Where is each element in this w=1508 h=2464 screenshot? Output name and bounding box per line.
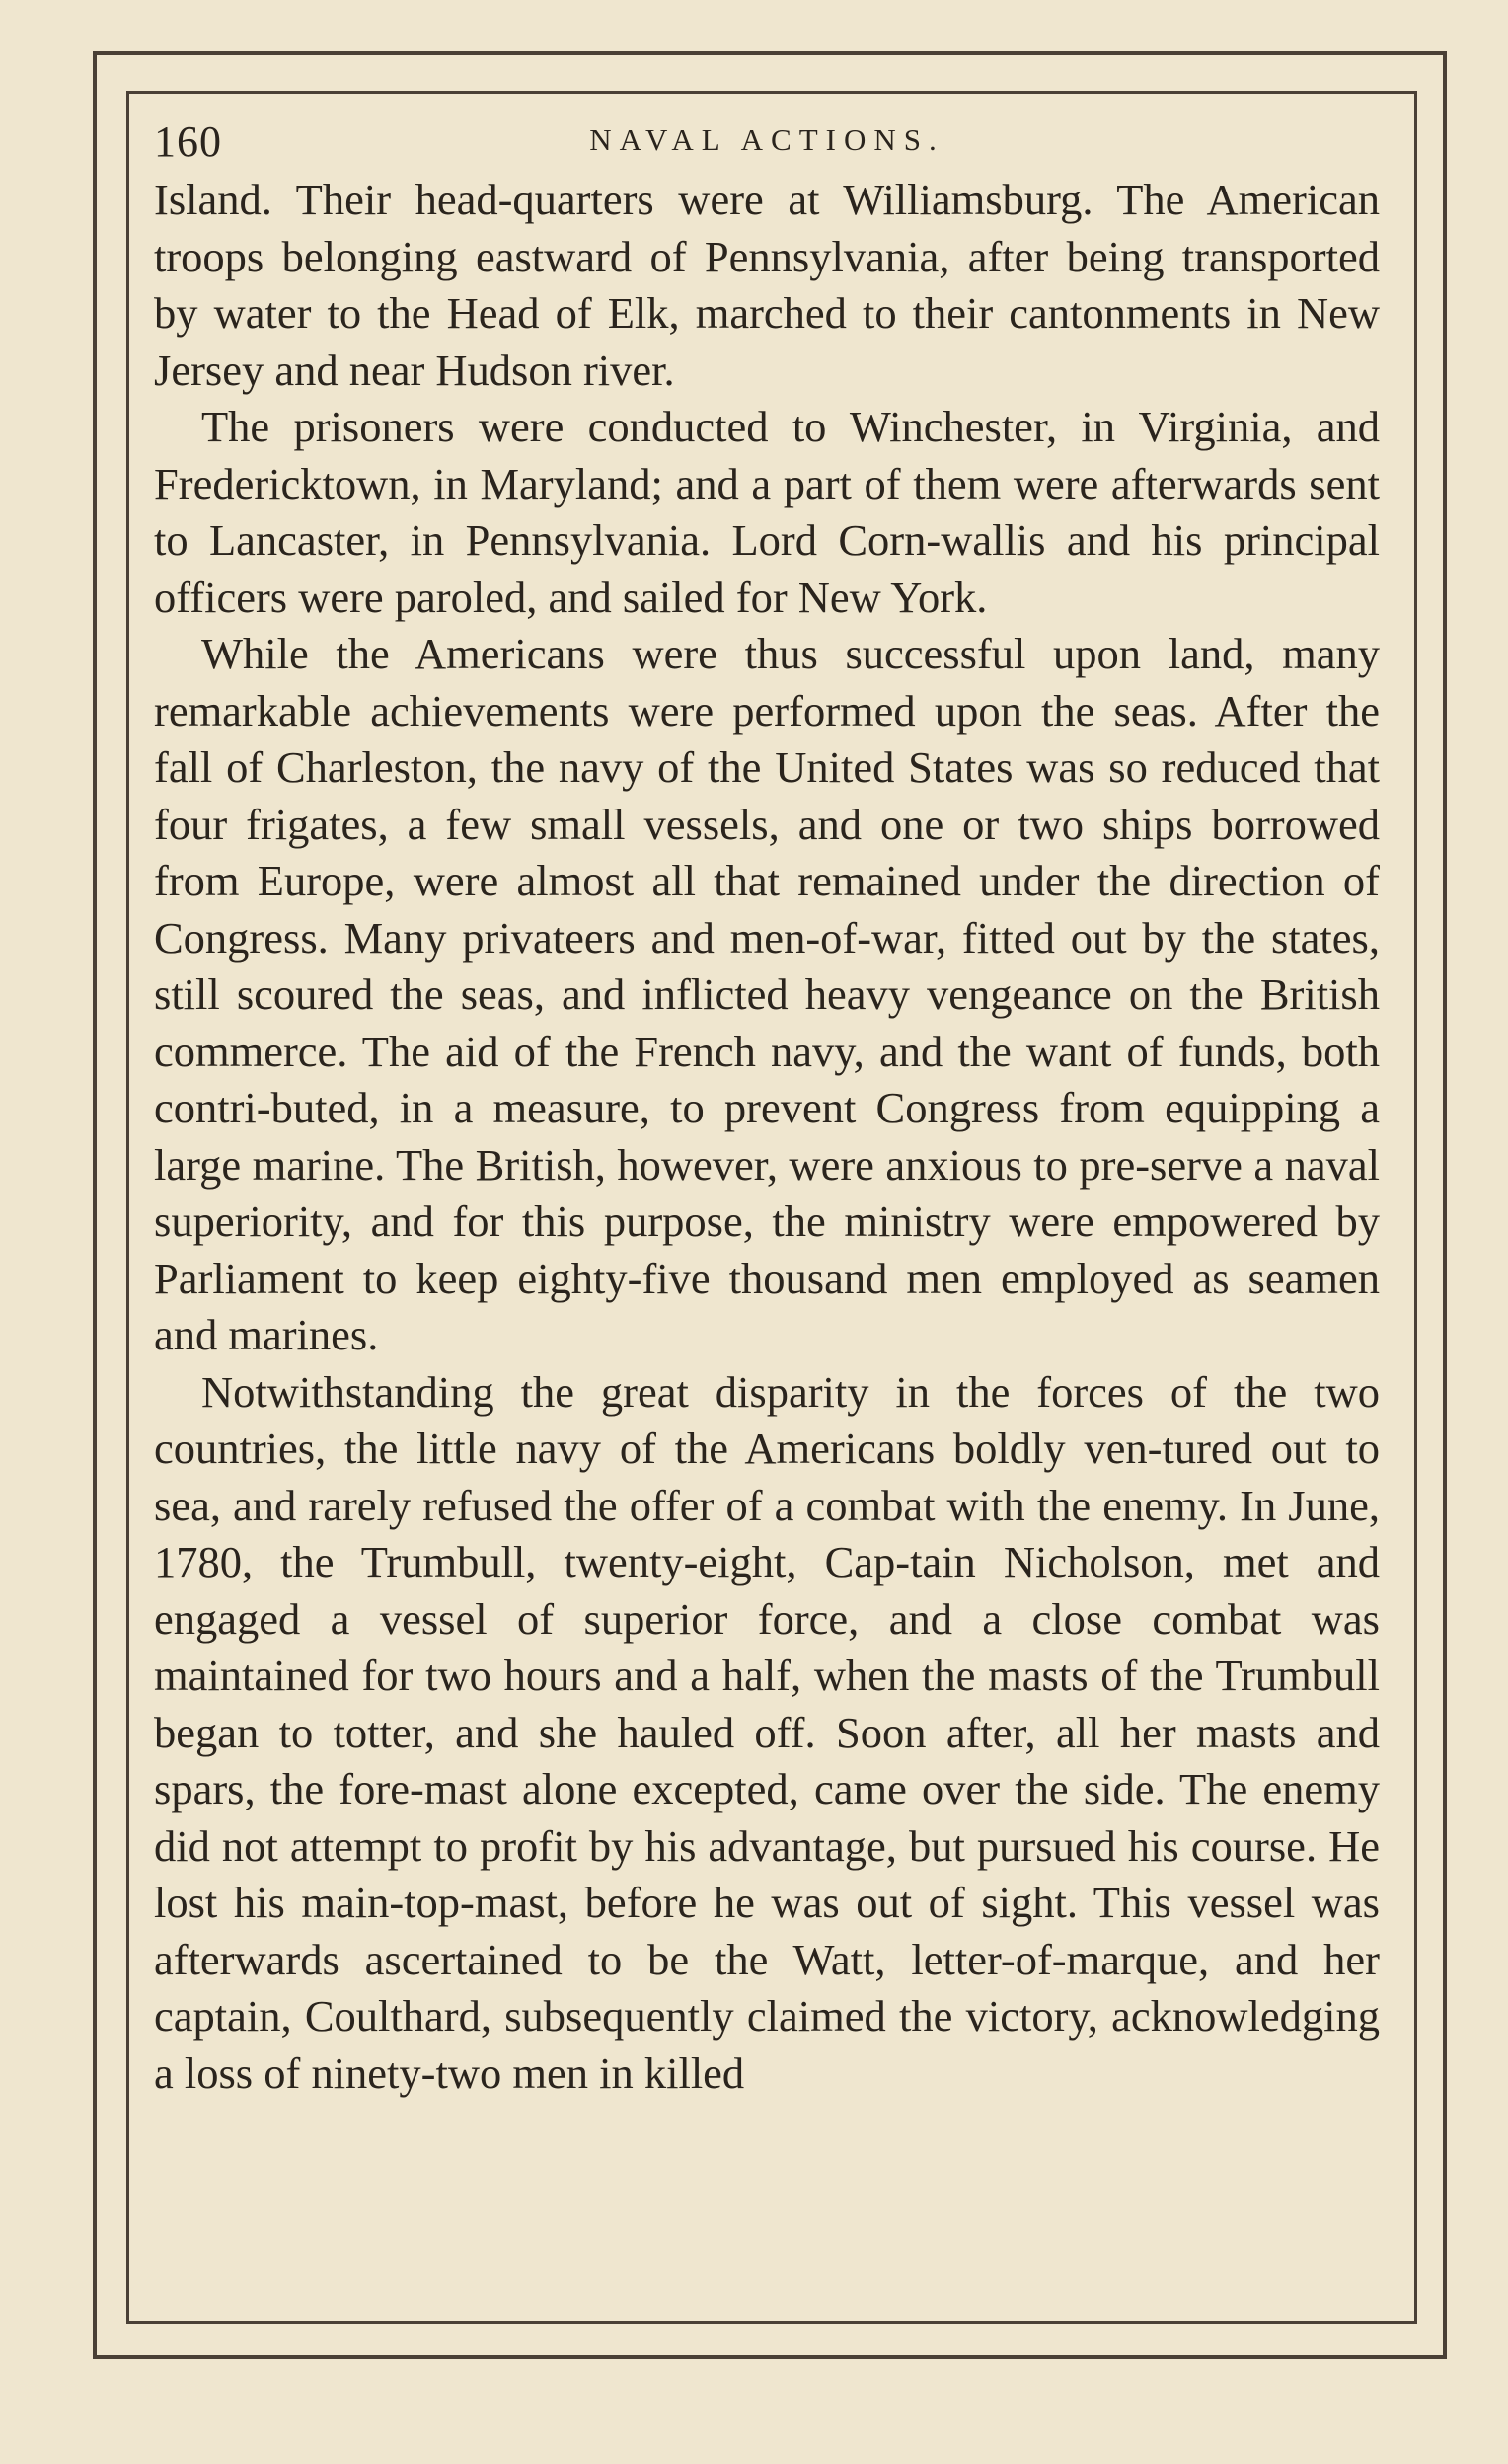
running-head [154,111,1380,172]
paragraph-1: Island. Their head-quarters were at Williamsburg. The American troops belonging eastward of Pennsylvania, after being transported by water to the Head of Elk, marched to their cantonments in New Jersey and near Hudson river. [154,175,1380,395]
paragraph-4: Notwithstanding the great disparity in the forces of the two countries, the little navy of the Americans boldly ven-tured out to sea, and rarely refused the offer of a combat with the enemy. In June, 1780, the Trumbull, twenty-eight, Cap-tain Nicholson, met and engaged a vessel of superior force, and a close combat was maintained for two hours and a half, when the masts of the Trumbull began to totter, and she hauled off. Soon after, all her masts and spars, the fore-mast alone excepted, came over the side. The enemy did not attempt to profit by his advantage, but pursued his course. He lost his main-top-mast, before he was out of sight. This vessel was afterwards ascertained to be the Watt, letter-of-marque, and her captain, Coulthard, subsequently claimed the victory, acknowledging a loss of ninety-two men in killed [154,1366,1380,2098]
paragraph-2: The prisoners were conducted to Winchester, in Virginia, and Fredericktown, in Maryland; and a part of them were afterwards sent to Lancaster, in Pennsylvania. Lord Corn-wallis and his principal officers were paroled, and sailed for New York. [154,402,1380,622]
paragraph-3: While the Americans were thus successful upon land, many remarkable achievements were performed upon the seas. After the fall of Charleston, the navy of the United States was so reduced that four frigates, a few small vessels, and one or two ships borrowed from Europe, were almost all that remained under the direction of Congress. Many privateers and men-of-war, fitted out by the states, still scoured the seas, and inflicted heavy vengeance on the British commerce. The aid of the French navy, and the want of funds, both contri-buted, in a measure, to prevent Congress from equipping a large marine. The British, however, were anxious to pre-serve a naval superiority, and for this purpose, the ministry were empowered by Parliament to keep eighty-five thousand men employed as seamen and marines. [154,629,1380,1359]
page-text-block [154,111,1380,2102]
running-title: NAVAL ACTIONS. [589,122,944,157]
page-number: 160 [154,117,222,166]
